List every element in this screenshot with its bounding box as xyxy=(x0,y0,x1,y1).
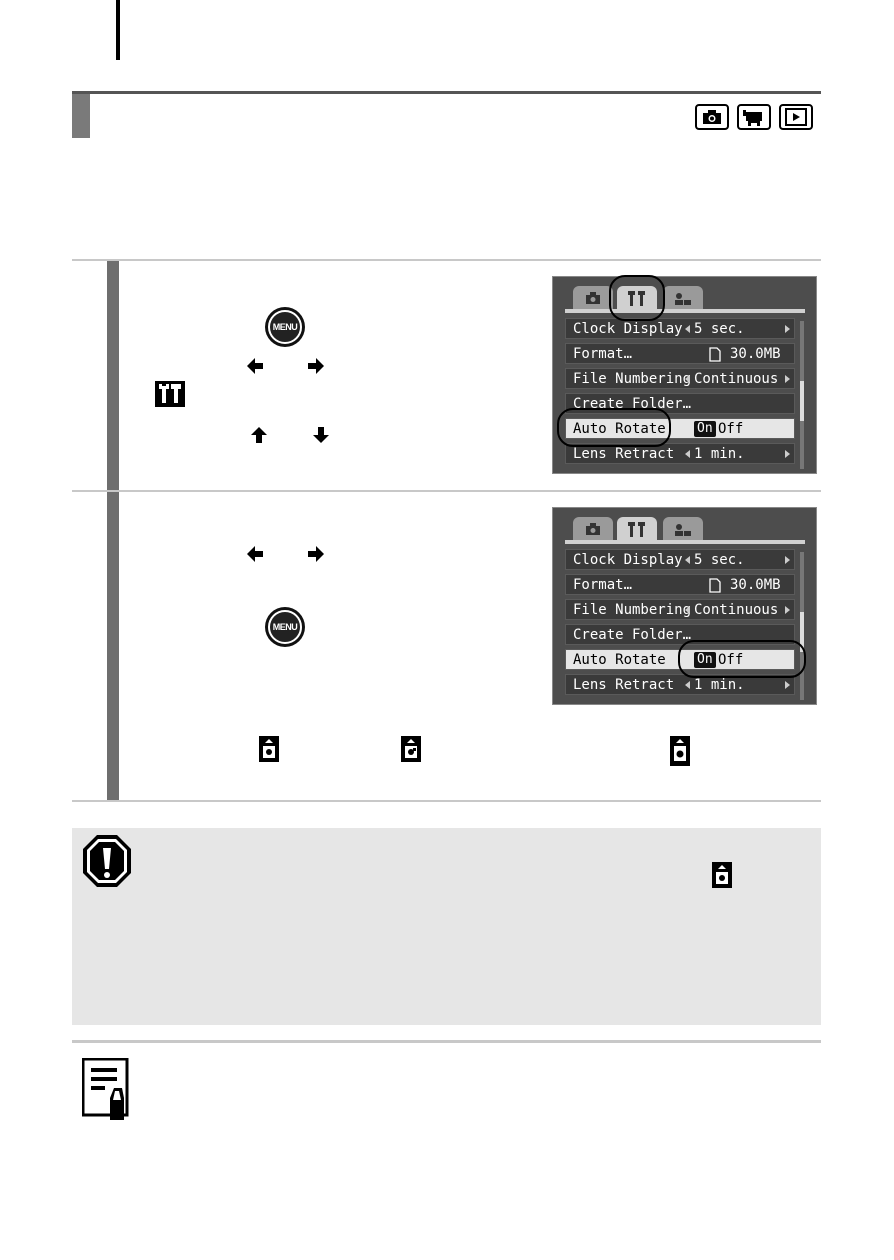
tab-highlight-ring xyxy=(609,275,665,321)
caution-box xyxy=(72,828,821,1025)
off-option[interactable]: Off xyxy=(718,652,744,668)
menu-button-label: MENU xyxy=(268,310,302,344)
menu-button[interactable] xyxy=(265,607,305,647)
step2-bar xyxy=(107,492,119,800)
row-label: Format… xyxy=(573,346,633,362)
row-label: Lens Retract xyxy=(573,446,675,462)
menu-row-clock-display[interactable] xyxy=(565,549,795,570)
step1-top-divider xyxy=(72,259,821,261)
row-label: Auto Rotate xyxy=(573,652,666,668)
tab-underline xyxy=(565,540,805,544)
right-arrow-icon xyxy=(306,544,326,564)
memory-card-icon xyxy=(709,578,721,593)
setup-menu-icon xyxy=(155,381,185,407)
menu-row-clock-display[interactable] xyxy=(565,318,795,339)
right-chevron-icon xyxy=(785,606,790,614)
left-arrow-icon xyxy=(245,356,265,376)
row-label: File Numbering xyxy=(573,371,692,387)
right-chevron-icon xyxy=(785,450,790,458)
left-chevron-icon xyxy=(685,325,690,333)
row-value: Continuous xyxy=(694,371,779,387)
person-tab-icon xyxy=(663,517,703,541)
upright-orientation-icon xyxy=(711,862,733,888)
row-value: 1 min. xyxy=(694,677,745,693)
row-value: 5 sec. xyxy=(694,321,745,337)
menu-button[interactable] xyxy=(265,307,305,347)
menu-row-file-numbering[interactable] xyxy=(565,368,795,389)
camera-tab-icon xyxy=(573,286,613,310)
camera-tab-icon xyxy=(573,517,613,541)
row-label: Clock Display xyxy=(573,321,683,337)
tall-orientation-icon xyxy=(670,736,690,766)
step1-bar xyxy=(107,261,119,490)
row-value: 30.0MB xyxy=(730,346,781,362)
left-chevron-icon xyxy=(685,450,690,458)
tab-underline xyxy=(565,309,805,313)
up-arrow-icon xyxy=(249,425,269,445)
on-option[interactable]: On xyxy=(694,652,716,668)
off-option[interactable]: Off xyxy=(718,421,744,437)
menu-scrollbar xyxy=(800,552,804,700)
page-marker-bar xyxy=(116,0,120,60)
row-label: Create Folder… xyxy=(573,627,692,643)
left-arrow-icon xyxy=(245,544,265,564)
playback-mode-icon xyxy=(779,104,813,130)
right-arrow-icon xyxy=(306,356,326,376)
menu-scrollbar xyxy=(800,321,804,469)
left-chevron-icon xyxy=(685,681,690,689)
caution-icon xyxy=(82,834,132,888)
memo-divider xyxy=(72,1040,821,1043)
menu-row-file-numbering[interactable] xyxy=(565,599,795,620)
left-chevron-icon xyxy=(685,606,690,614)
person-tab-icon xyxy=(663,286,703,310)
memory-card-icon xyxy=(709,347,721,362)
row-label: Create Folder… xyxy=(573,396,692,412)
down-arrow-icon xyxy=(311,425,331,445)
row-label: Clock Display xyxy=(573,552,683,568)
right-chevron-icon xyxy=(785,325,790,333)
right-chevron-icon xyxy=(785,681,790,689)
menu-button-label: MENU xyxy=(268,610,302,644)
row-value: Continuous xyxy=(694,602,779,618)
left-chevron-icon xyxy=(685,375,690,383)
right-chevron-icon xyxy=(785,556,790,564)
on-off-highlight-ring xyxy=(678,640,806,678)
row-label: Auto Rotate xyxy=(573,421,666,437)
step2-bottom-divider xyxy=(72,800,821,802)
memo-note-icon xyxy=(82,1058,134,1122)
upright-orientation-icon xyxy=(259,736,279,762)
menu-row-format[interactable] xyxy=(565,574,795,595)
row-label: File Numbering xyxy=(573,602,692,618)
row-value: 30.0MB xyxy=(730,577,781,593)
right-chevron-icon xyxy=(785,375,790,383)
rotated-orientation-icon xyxy=(401,736,421,762)
camera-mode-icon xyxy=(695,104,729,130)
row-label: Format… xyxy=(573,577,633,593)
movie-mode-icon xyxy=(737,104,771,130)
row-value: 1 min. xyxy=(694,446,745,462)
section-header-rule xyxy=(72,91,821,94)
section-header-block xyxy=(72,94,90,138)
on-option[interactable]: On xyxy=(694,421,716,437)
row-label: Lens Retract xyxy=(573,677,675,693)
wrench-tab-icon[interactable] xyxy=(617,517,657,541)
row-value: 5 sec. xyxy=(694,552,745,568)
step2-top-divider xyxy=(72,490,821,492)
left-chevron-icon xyxy=(685,556,690,564)
auto-rotate-highlight-ring xyxy=(557,408,671,447)
scroll-thumb xyxy=(800,381,804,421)
menu-row-format[interactable] xyxy=(565,343,795,364)
